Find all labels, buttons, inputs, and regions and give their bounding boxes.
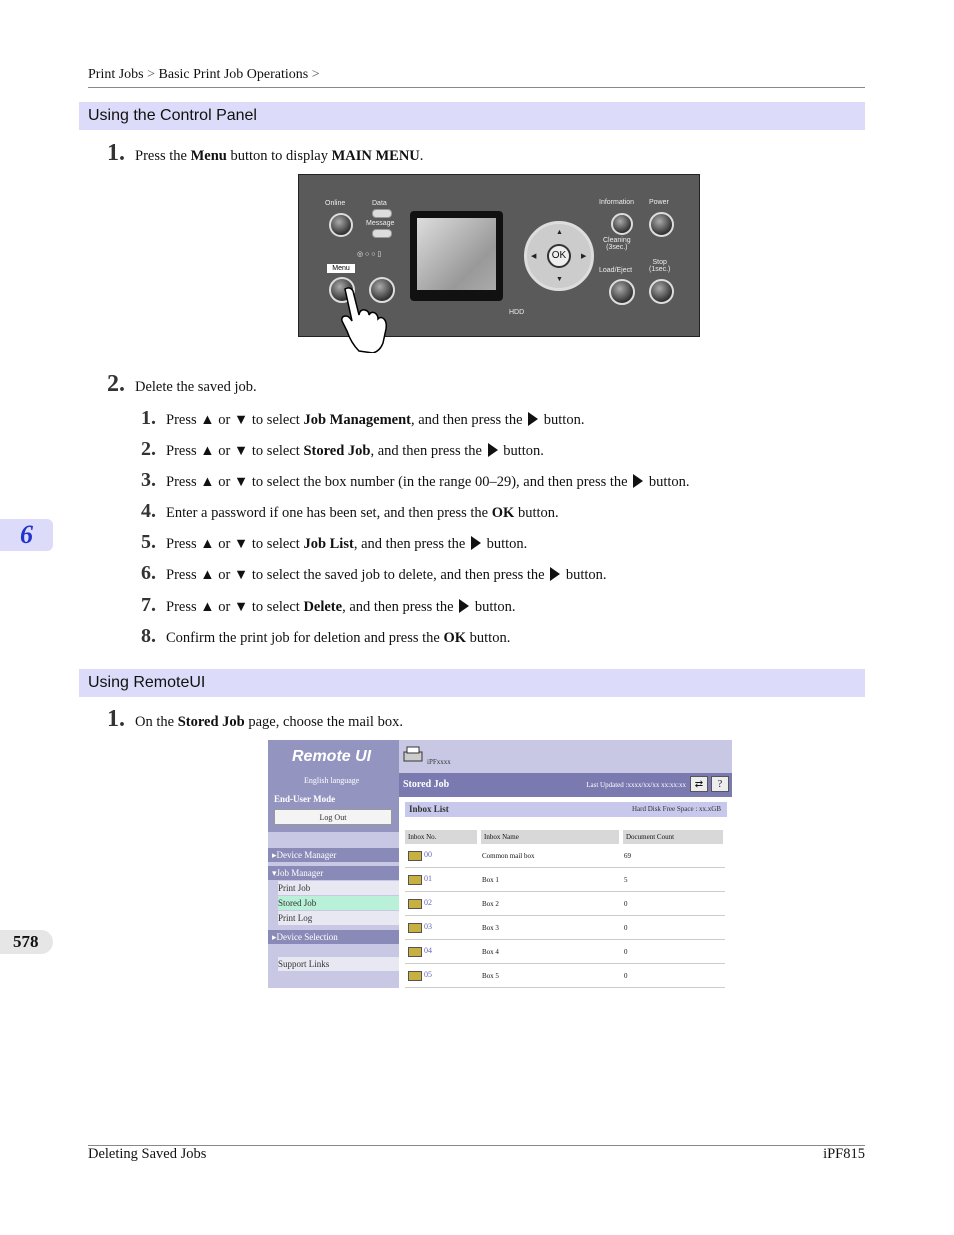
left-arrow-icon[interactable]: ◀ (531, 252, 537, 260)
substep-text: Press ▲ or ▼ to select Stored Job, and then press the button. (166, 443, 544, 459)
printer-name: iPFxxxx (427, 758, 451, 766)
mailbox-icon (408, 875, 422, 885)
nav-print-log[interactable] (268, 911, 399, 925)
substep-text: Press ▲ or ▼ to select the saved job to delete, and then press the button. (166, 567, 607, 583)
inbox-number-cell[interactable] (405, 844, 479, 868)
substep-number: 3. (141, 469, 156, 491)
inbox-name-cell: Box 2 (479, 892, 621, 916)
information-button[interactable] (611, 213, 633, 235)
information-label: Information (599, 199, 635, 206)
substep-number: 1. (141, 407, 156, 429)
nav-label: Job Manager (276, 868, 324, 878)
inbox-name-cell: Box 3 (479, 916, 621, 940)
right-triangle-icon (633, 474, 643, 488)
substep-number: 4. (141, 500, 156, 522)
nav-print-job[interactable] (268, 881, 399, 895)
column-header[interactable]: Document Count (621, 830, 725, 844)
inbox-list-bar (405, 802, 727, 817)
substep-text: Press ▲ or ▼ to select Delete, and then press the button. (166, 599, 516, 615)
substep-number: 7. (141, 594, 156, 616)
table-row[interactable] (405, 940, 725, 964)
menu-label: Menu (327, 264, 355, 273)
mailbox-icon (408, 851, 422, 861)
column-header[interactable]: Inbox Name (479, 830, 621, 844)
caret-down-icon: ▾ (272, 868, 277, 878)
breadcrumb-item[interactable]: Print Jobs (88, 67, 144, 82)
inbox-number-link[interactable]: 00 (424, 850, 432, 860)
document-count-cell: 5 (621, 868, 725, 892)
document-count-cell: 0 (621, 916, 725, 940)
paper-icon: ◎ ○ ○ ▯ (357, 251, 382, 258)
inbox-number-cell[interactable] (405, 916, 479, 940)
inbox-number-cell[interactable] (405, 868, 479, 892)
nav-label: Device Selection (276, 932, 338, 942)
right-triangle-icon (488, 443, 498, 457)
substep-number: 8. (141, 625, 156, 647)
section-heading: Using the Control Panel (79, 102, 865, 130)
right-triangle-icon (550, 567, 560, 581)
inbox-number-cell[interactable] (405, 892, 479, 916)
free-space: Hard Disk Free Space : xx.xGB (631, 805, 721, 813)
cleaning-label: Cleaning (3sec.) (603, 237, 631, 251)
logout-button[interactable]: Log Out (274, 809, 392, 825)
mailbox-icon (408, 923, 422, 933)
step-3-text (135, 714, 403, 731)
substep-text: Enter a password if one has been set, and then press the OK button. (166, 505, 559, 521)
last-updated: Last Updated :xxxx/xx/xx xx:xx:xx (586, 781, 686, 789)
bold-term: Stored Job (177, 714, 245, 730)
column-header[interactable]: Inbox No. (405, 830, 479, 844)
remote-ui-logo-area (268, 740, 399, 832)
inbox-number-link[interactable]: 02 (424, 898, 432, 908)
right-triangle-icon (459, 599, 469, 613)
stop-button[interactable] (649, 279, 674, 304)
step-1 (107, 140, 125, 167)
breadcrumb-separator: > (311, 67, 320, 82)
page-number: 578 (0, 930, 53, 954)
document-count-cell: 0 (621, 940, 725, 964)
data-lamp (372, 209, 392, 218)
substep-number: 2. (141, 438, 156, 460)
table-row[interactable] (405, 868, 725, 892)
bold-term: MAIN MENU (331, 148, 420, 164)
data-label: Data (372, 200, 387, 207)
mailbox-icon (408, 947, 422, 957)
footer-title: Deleting Saved Jobs (88, 1146, 207, 1162)
inbox-number-cell[interactable] (405, 940, 479, 964)
power-label: Power (649, 199, 669, 206)
hand-pointer-icon (337, 287, 389, 353)
page-title: Stored Job (403, 779, 450, 790)
inbox-list-title: Inbox List (409, 804, 449, 814)
inbox-name-cell: Common mail box (479, 844, 621, 868)
step-1-text (135, 148, 423, 165)
document-count-cell: 0 (621, 964, 725, 988)
load-eject-label: Load/Eject (599, 267, 633, 274)
chapter-tab[interactable]: 6 (0, 519, 53, 551)
message-lamp (372, 229, 392, 238)
footer-model: iPF815 (823, 1146, 865, 1162)
substep-text: Press ▲ or ▼ to select Job Management, and then press the button. (166, 412, 585, 428)
nav-device-manager[interactable] (268, 848, 399, 862)
user-mode: End-User Mode (274, 794, 336, 804)
step-number: 1. (107, 140, 125, 166)
breadcrumb-separator: > (147, 67, 156, 82)
text: Press the (135, 148, 191, 164)
lcd-display (410, 211, 503, 301)
breadcrumb-item[interactable]: Basic Print Job Operations (158, 67, 309, 82)
power-button[interactable] (649, 212, 674, 237)
nav-label: Support Links (278, 957, 399, 971)
refresh-icon[interactable]: ⇄ (690, 776, 708, 792)
down-arrow-icon[interactable]: ▼ (556, 275, 563, 283)
message-label: Message (366, 220, 395, 227)
table-row[interactable] (405, 892, 725, 916)
online-label: Online (325, 200, 346, 207)
nav-device-selection[interactable] (268, 930, 399, 944)
caret-right-icon: ▸ (272, 932, 277, 942)
step-number: 1. (107, 706, 125, 732)
breadcrumb (88, 67, 320, 83)
stop-label: Stop (1sec.) (649, 259, 671, 273)
nav-label: Print Log (278, 911, 399, 925)
document-count-cell: 69 (621, 844, 725, 868)
nav-label: Stored Job (278, 896, 399, 910)
inbox-table (405, 830, 727, 988)
inbox-name-cell: Box 5 (479, 964, 621, 988)
text: button to display (226, 148, 332, 164)
nav-label: Device Manager (276, 850, 337, 860)
help-icon[interactable]: ? (711, 776, 729, 792)
right-triangle-icon (471, 536, 481, 550)
bold-term: Menu (190, 148, 227, 164)
text: page, choose the mail box. (244, 714, 403, 730)
nav-label: Print Job (278, 881, 399, 895)
step-2-text: Delete the saved job. (135, 379, 257, 395)
table-row[interactable] (405, 844, 725, 868)
caret-right-icon: ▸ (272, 850, 277, 860)
step-2 (107, 371, 125, 398)
inbox-number-link[interactable]: 05 (424, 970, 432, 980)
right-arrow-icon[interactable]: ▶ (581, 252, 587, 260)
mailbox-icon (408, 971, 422, 981)
language-link[interactable]: English language (304, 776, 360, 785)
right-triangle-icon (528, 412, 538, 426)
step-3 (107, 706, 125, 733)
remote-ui-header (399, 740, 732, 773)
printer-icon (402, 746, 424, 764)
inbox-number-link[interactable]: 01 (424, 874, 432, 884)
inbox-number-link[interactable]: 04 (424, 946, 432, 956)
step-number: 2. (107, 371, 125, 397)
substep-number: 6. (141, 562, 156, 584)
inbox-number-link[interactable]: 03 (424, 922, 432, 932)
table-row[interactable] (405, 964, 725, 988)
inbox-name-cell: Box 4 (479, 940, 621, 964)
substep-text: Confirm the print job for deletion and press the OK button. (166, 630, 511, 646)
header-rule (88, 87, 865, 88)
inbox-name-cell: Box 1 (479, 868, 621, 892)
hdd-label: HDD (509, 309, 525, 316)
remote-ui-screenshot (268, 740, 732, 988)
online-button[interactable] (329, 213, 353, 237)
document-count-cell: 0 (621, 892, 725, 916)
table-row[interactable] (405, 916, 725, 940)
direction-pad[interactable] (524, 221, 594, 291)
control-panel-illustration (298, 174, 700, 337)
up-arrow-icon[interactable]: ▲ (556, 228, 563, 236)
ok-button[interactable]: OK (547, 244, 571, 268)
nav-support-links[interactable] (268, 957, 399, 971)
substep-text: Press ▲ or ▼ to select Job List, and then press the button. (166, 536, 528, 552)
nav-stored-job[interactable] (268, 896, 399, 910)
mailbox-icon (408, 899, 422, 909)
page-title-bar (399, 773, 732, 797)
nav-job-manager[interactable] (268, 866, 399, 880)
text: On the (135, 714, 178, 730)
substep-number: 5. (141, 531, 156, 553)
section-heading: Using RemoteUI (79, 669, 865, 697)
substep-text: Press ▲ or ▼ to select the box number (in the range 00–29), and then press the button. (166, 474, 690, 490)
load-eject-button[interactable] (609, 279, 635, 305)
text: . (419, 148, 424, 164)
remote-ui-logo: Remote UI (292, 748, 372, 765)
inbox-number-cell[interactable] (405, 964, 479, 988)
